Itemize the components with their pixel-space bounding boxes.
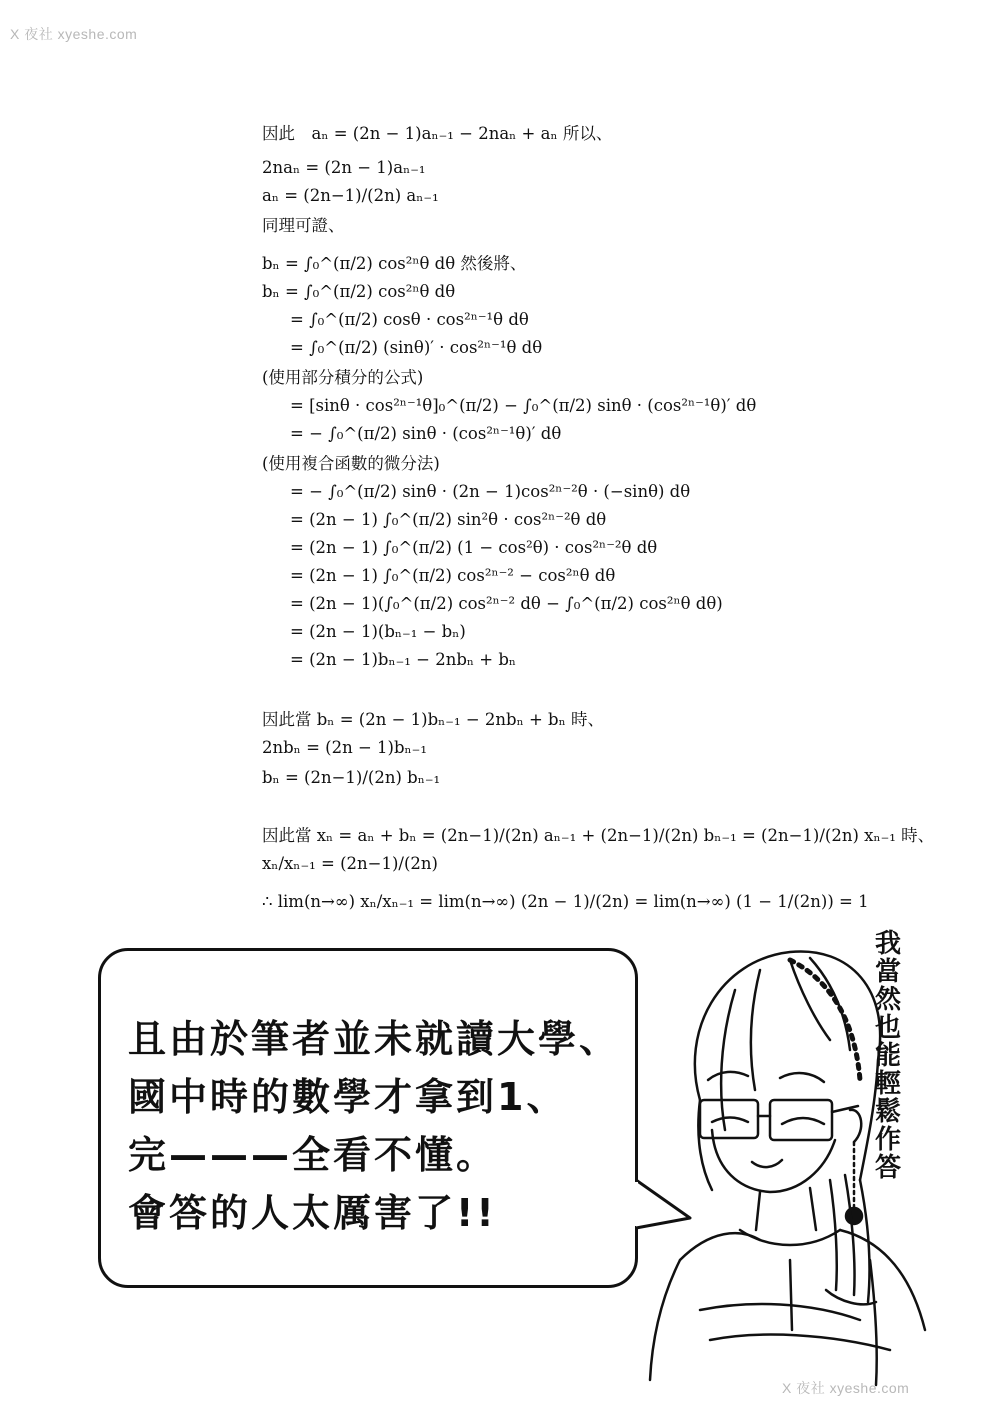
math-line: = − ∫₀^(π/2) sinθ · (cos²ⁿ⁻¹θ)′ dθ [290, 424, 562, 443]
math-line: = (2n − 1) ∫₀^(π/2) sin²θ · cos²ⁿ⁻²θ dθ [290, 510, 607, 529]
math-line: 同理可證、 [262, 216, 345, 235]
math-line: 因此當 xₙ = aₙ + bₙ = (2n−1)/(2n) aₙ₋₁ + (2n−1)/(2n) bₙ₋₁ = (2n−1)/(2n) xₙ₋₁ 時、 [262, 826, 935, 845]
math-line: 因此當 bₙ = (2n − 1)bₙ₋₁ − 2nbₙ + bₙ 時、 [262, 710, 604, 729]
math-line: = − ∫₀^(π/2) sinθ · (2n − 1)cos²ⁿ⁻²θ · (−sinθ) dθ [290, 482, 691, 501]
speech-line: 完———全看不懂。 [128, 1133, 498, 1177]
math-line: = (2n − 1)(∫₀^(π/2) cos²ⁿ⁻² dθ − ∫₀^(π/2) cos²ⁿθ dθ) [290, 594, 723, 613]
math-line: = (2n − 1) ∫₀^(π/2) (1 − cos²θ) · cos²ⁿ⁻²θ dθ [290, 538, 658, 557]
math-line: bₙ = ∫₀^(π/2) cos²ⁿθ dθ 然後將、 [262, 254, 527, 273]
math-line: = [sinθ · cos²ⁿ⁻¹θ]₀^(π/2) − ∫₀^(π/2) sinθ · (cos²ⁿ⁻¹θ)′ dθ [290, 396, 757, 415]
math-line: (使用複合函數的微分法) [262, 454, 440, 473]
math-line: = (2n − 1)(bₙ₋₁ − bₙ) [290, 622, 466, 641]
watermark-bottom: X 夜社 xyeshe.com [782, 1380, 910, 1396]
math-line: = (2n − 1)bₙ₋₁ − 2nbₙ + bₙ [290, 650, 517, 669]
side-vertical-text: 我當然也能輕鬆作答 [874, 929, 901, 1183]
math-line: = ∫₀^(π/2) cosθ · cos²ⁿ⁻¹θ dθ [290, 310, 529, 329]
speech-line: 會答的人太厲害了!! [128, 1191, 497, 1235]
speech-text [128, 1010, 620, 1242]
math-line: bₙ = ∫₀^(π/2) cos²ⁿθ dθ [262, 282, 456, 301]
speech-line: 國中時的數學才拿到1、 [128, 1075, 568, 1119]
math-line: ∴ lim(n→∞) xₙ/xₙ₋₁ = lim(n→∞) (2n − 1)/(2n) = lim(n→∞) (1 − 1/(2n)) = 1 [262, 892, 869, 911]
math-line: xₙ/xₙ₋₁ = (2n−1)/(2n) [262, 854, 438, 873]
math-line: = ∫₀^(π/2) (sinθ)′ · cos²ⁿ⁻¹θ dθ [290, 338, 543, 357]
math-line: aₙ = (2n−1)/(2n) aₙ₋₁ [262, 186, 439, 205]
math-line: bₙ = (2n−1)/(2n) bₙ₋₁ [262, 768, 441, 787]
math-line: (使用部分積分的公式) [262, 368, 424, 387]
speech-line: 且由於筆者並未就讀大學、 [128, 1017, 621, 1061]
math-line: 2naₙ = (2n − 1)aₙ₋₁ [262, 158, 426, 177]
math-line: = (2n − 1) ∫₀^(π/2) cos²ⁿ⁻² − cos²ⁿθ dθ [290, 566, 616, 585]
math-line: 因此 aₙ = (2n − 1)aₙ₋₁ − 2naₙ + aₙ 所以、 [262, 124, 613, 143]
math-line: 2nbₙ = (2n − 1)bₙ₋₁ [262, 738, 427, 757]
watermark-top: X 夜社 xyeshe.com [10, 26, 138, 42]
